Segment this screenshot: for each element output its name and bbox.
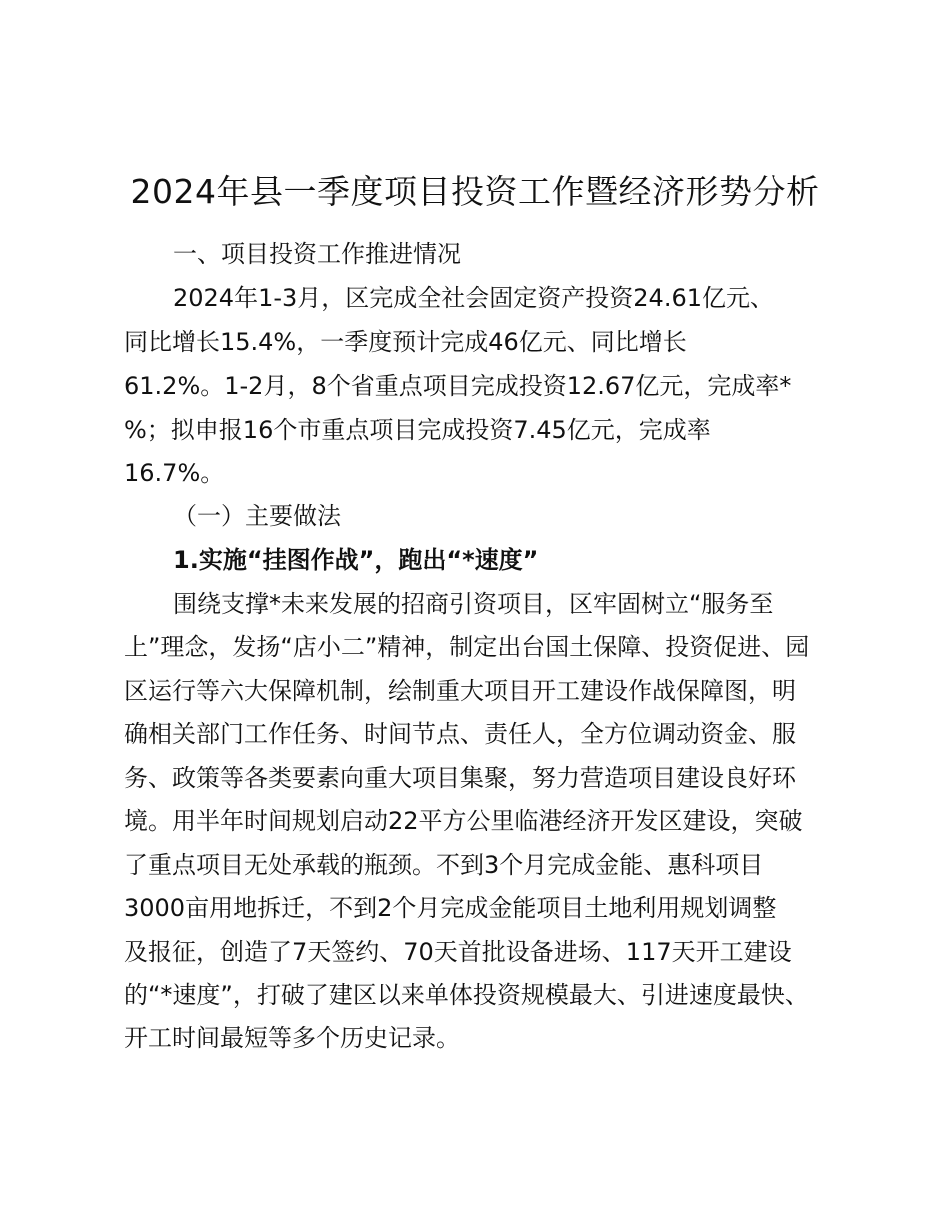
paragraph-line: 区运行等六大保障机制，绘制重大项目开工建设作战保障图，明: [124, 677, 796, 705]
paragraph-line: 同比增长15.4%，一季度预计完成46亿元、同比增长: [124, 328, 687, 356]
paragraph-line: 境。用半年时间规划启动22平方公里临港经济开发区建设，突破: [124, 807, 803, 835]
paragraph-line: 务、政策等各类要素向重大项目集聚，努力营造项目建设良好环: [124, 764, 796, 792]
item-heading: 1.实施“挂图作战”，跑出“*速度”: [173, 546, 539, 574]
section-heading: 一、项目投资工作推进情况: [173, 240, 461, 268]
paragraph-line: 确相关部门工作任务、时间节点、责任人，全方位调动资金、服: [124, 720, 796, 748]
paragraph-line: 及报征，创造了7天签约、70天首批设备进场、117天开工建设: [124, 938, 792, 966]
paragraph-line: 了重点项目无处承载的瓶颈。不到3个月完成金能、惠科项目: [124, 851, 764, 879]
paragraph-line: 2024年1-3月，区完成全社会固定资产投资24.61亿元、: [173, 284, 774, 312]
paragraph-line: 开工时间最短等多个历史记录。: [124, 1024, 460, 1052]
paragraph-line: 围绕支撑*未来发展的招商引资项目，区牢固树立“服务至: [173, 590, 774, 618]
document-title: 2024年县一季度项目投资工作暨经济形势分析: [130, 172, 820, 211]
paragraph-line: 16.7%。: [124, 459, 225, 487]
paragraph-line: 3000亩用地拆迁，不到2个月完成金能项目土地利用规划调整: [124, 894, 777, 922]
paragraph-line: 的“*速度”，打破了建区以来单体投资规模最大、引进速度最快、: [124, 981, 809, 1009]
paragraph-line: 上”理念，发扬“店小二”精神，制定出台国土保障、投资促进、园: [124, 633, 810, 661]
paragraph-line: 61.2%。1-2月，8个省重点项目完成投资12.67亿元，完成率*: [124, 372, 792, 400]
paragraph-line: %；拟申报16个市重点项目完成投资7.45亿元，完成率: [124, 416, 711, 444]
subsection-heading: （一）主要做法: [173, 502, 341, 530]
